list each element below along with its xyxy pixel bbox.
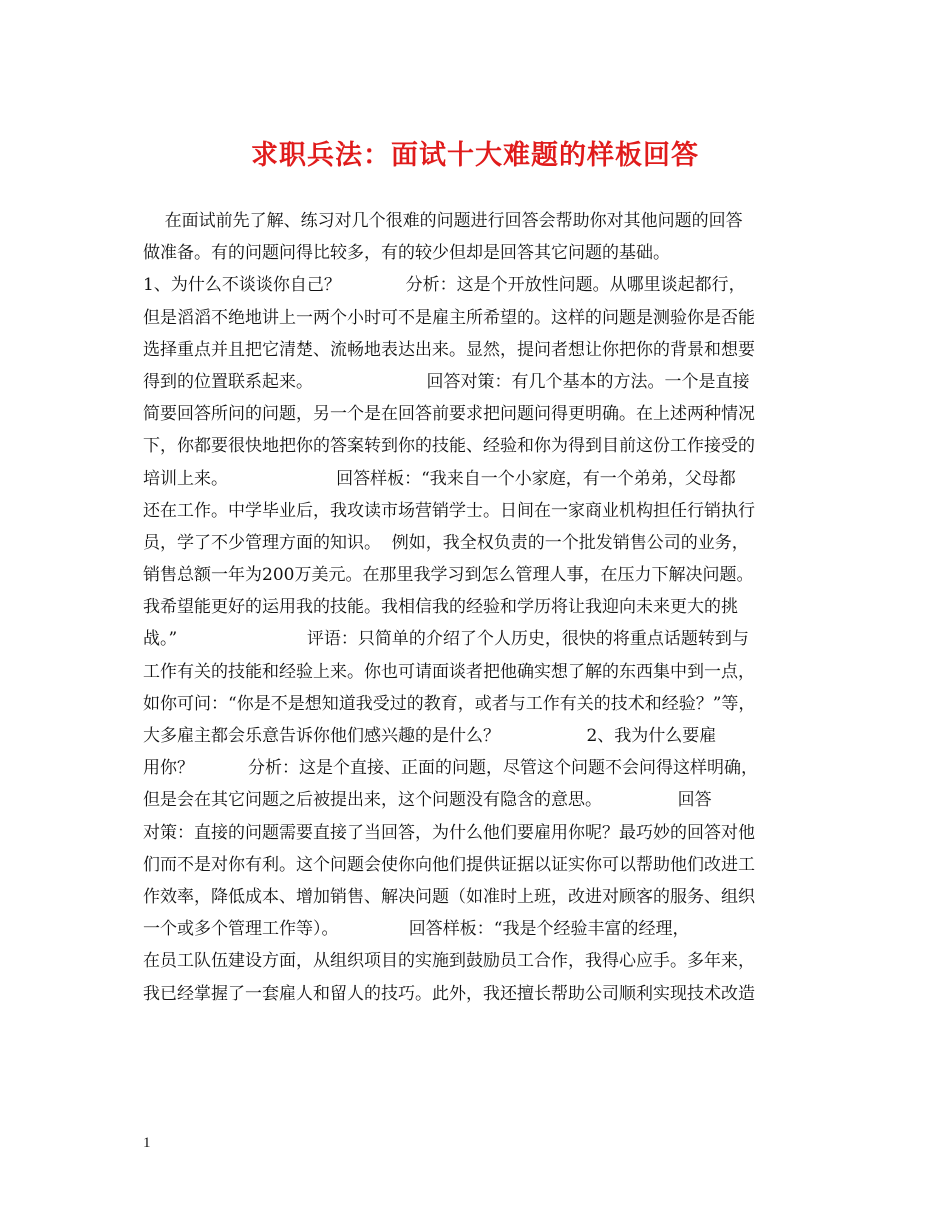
body-line: 一个或多个管理工作等）。 回答样板：“我是个经验丰富的经理， (143, 919, 690, 940)
body-line: 我希望能更好的运用我的技能。我相信我的经验和学历将让我迎向未来更大的挑 (143, 597, 738, 618)
body-line: 但是会在其它问题之后被提出来，这个问题没有隐含的意思。 回答 (143, 790, 712, 811)
body-line: 们而不是对你有利。这个问题会使你向他们提供证据以证实你可以帮助他们改进工 (143, 854, 755, 875)
body-line: 简要回答所问的问题，另一个是在回答前要求把问题问得更明确。在上述两种情况 (143, 404, 755, 425)
document-body (143, 205, 818, 1010)
body-line: 员，学了不少管理方面的知识。 例如，我全权负责的一个批发销售公司的业务， (143, 532, 749, 553)
body-line: 销售总额一年为200万美元。在那里我学习到怎么管理人事，在压力下解决问题。 (143, 565, 754, 586)
body-line: 对策：直接的问题需要直接了当回答，为什么他们要雇用你呢？最巧妙的回答对他 (143, 822, 755, 843)
body-line: 选择重点并且把它清楚、流畅地表达出来。显然，提问者想让你把你的背景和想要 (143, 339, 755, 360)
body-line: 还在工作。中学毕业后，我攻读市场营销学士。日间在一家商业机构担任行销执行 (143, 500, 755, 521)
body-line: 得到的位置联系起来。 回答对策：有几个基本的方法。一个是直接 (143, 371, 750, 392)
body-line: 但是滔滔不绝地讲上一两个小时可不是雇主所希望的。这样的问题是测验你是否能 (143, 307, 755, 328)
body-line: 用你？ 分析：这是个直接、正面的问题，尽管这个问题不会问得这样明确， (143, 758, 759, 779)
body-line: 下，你都要很快地把你的答案转到你的技能、经验和你为得到目前这份工作接受的 (143, 436, 755, 457)
body-line: 做准备。有的问题问得比较多，有的较少但却是回答其它问题的基础。 (143, 243, 670, 264)
body-line: 大多雇主都会乐意告诉你他们感兴趣的是什么？ 2、我为什么要雇 (143, 726, 717, 746)
page-number: 1 (143, 1135, 151, 1151)
body-line: 如你可问：“你是不是想知道我受过的教育，或者与工作有关的技术和经验？”等， (143, 693, 756, 714)
body-line: 在员工队伍建设方面，从组织项目的实施到鼓励员工合作，我得心应手。多年来， (143, 951, 755, 972)
body-line: 培训上来。 回答样板：“我来自一个小家庭，有一个弟弟，父母都 (143, 468, 736, 489)
body-line: 在面试前先了解、练习对几个很难的问题进行回答会帮助你对其他问题的回答 (143, 211, 743, 231)
body-line: 作效率，降低成本、增加销售、解决问题（如准时上班，改进对顾客的服务、组织 (143, 886, 755, 907)
document-title: 求职兵法：面试十大难题的样板回答 (251, 140, 699, 171)
body-line: 战。” 评语：只简单的介绍了个人历史，很快的将重点话题转到与 (143, 629, 749, 650)
body-line: 工作有关的技能和经验上来。你也可请面谈者把他确实想了解的东西集中到一点， (143, 661, 755, 682)
body-line: 我已经掌握了一套雇人和留人的技巧。此外，我还擅长帮助公司顺利实现技术改造 (143, 983, 755, 1004)
body-line: 1、为什么不谈谈你自己？ 分析：这是个开放性问题。从哪里谈起都行， (143, 275, 746, 296)
